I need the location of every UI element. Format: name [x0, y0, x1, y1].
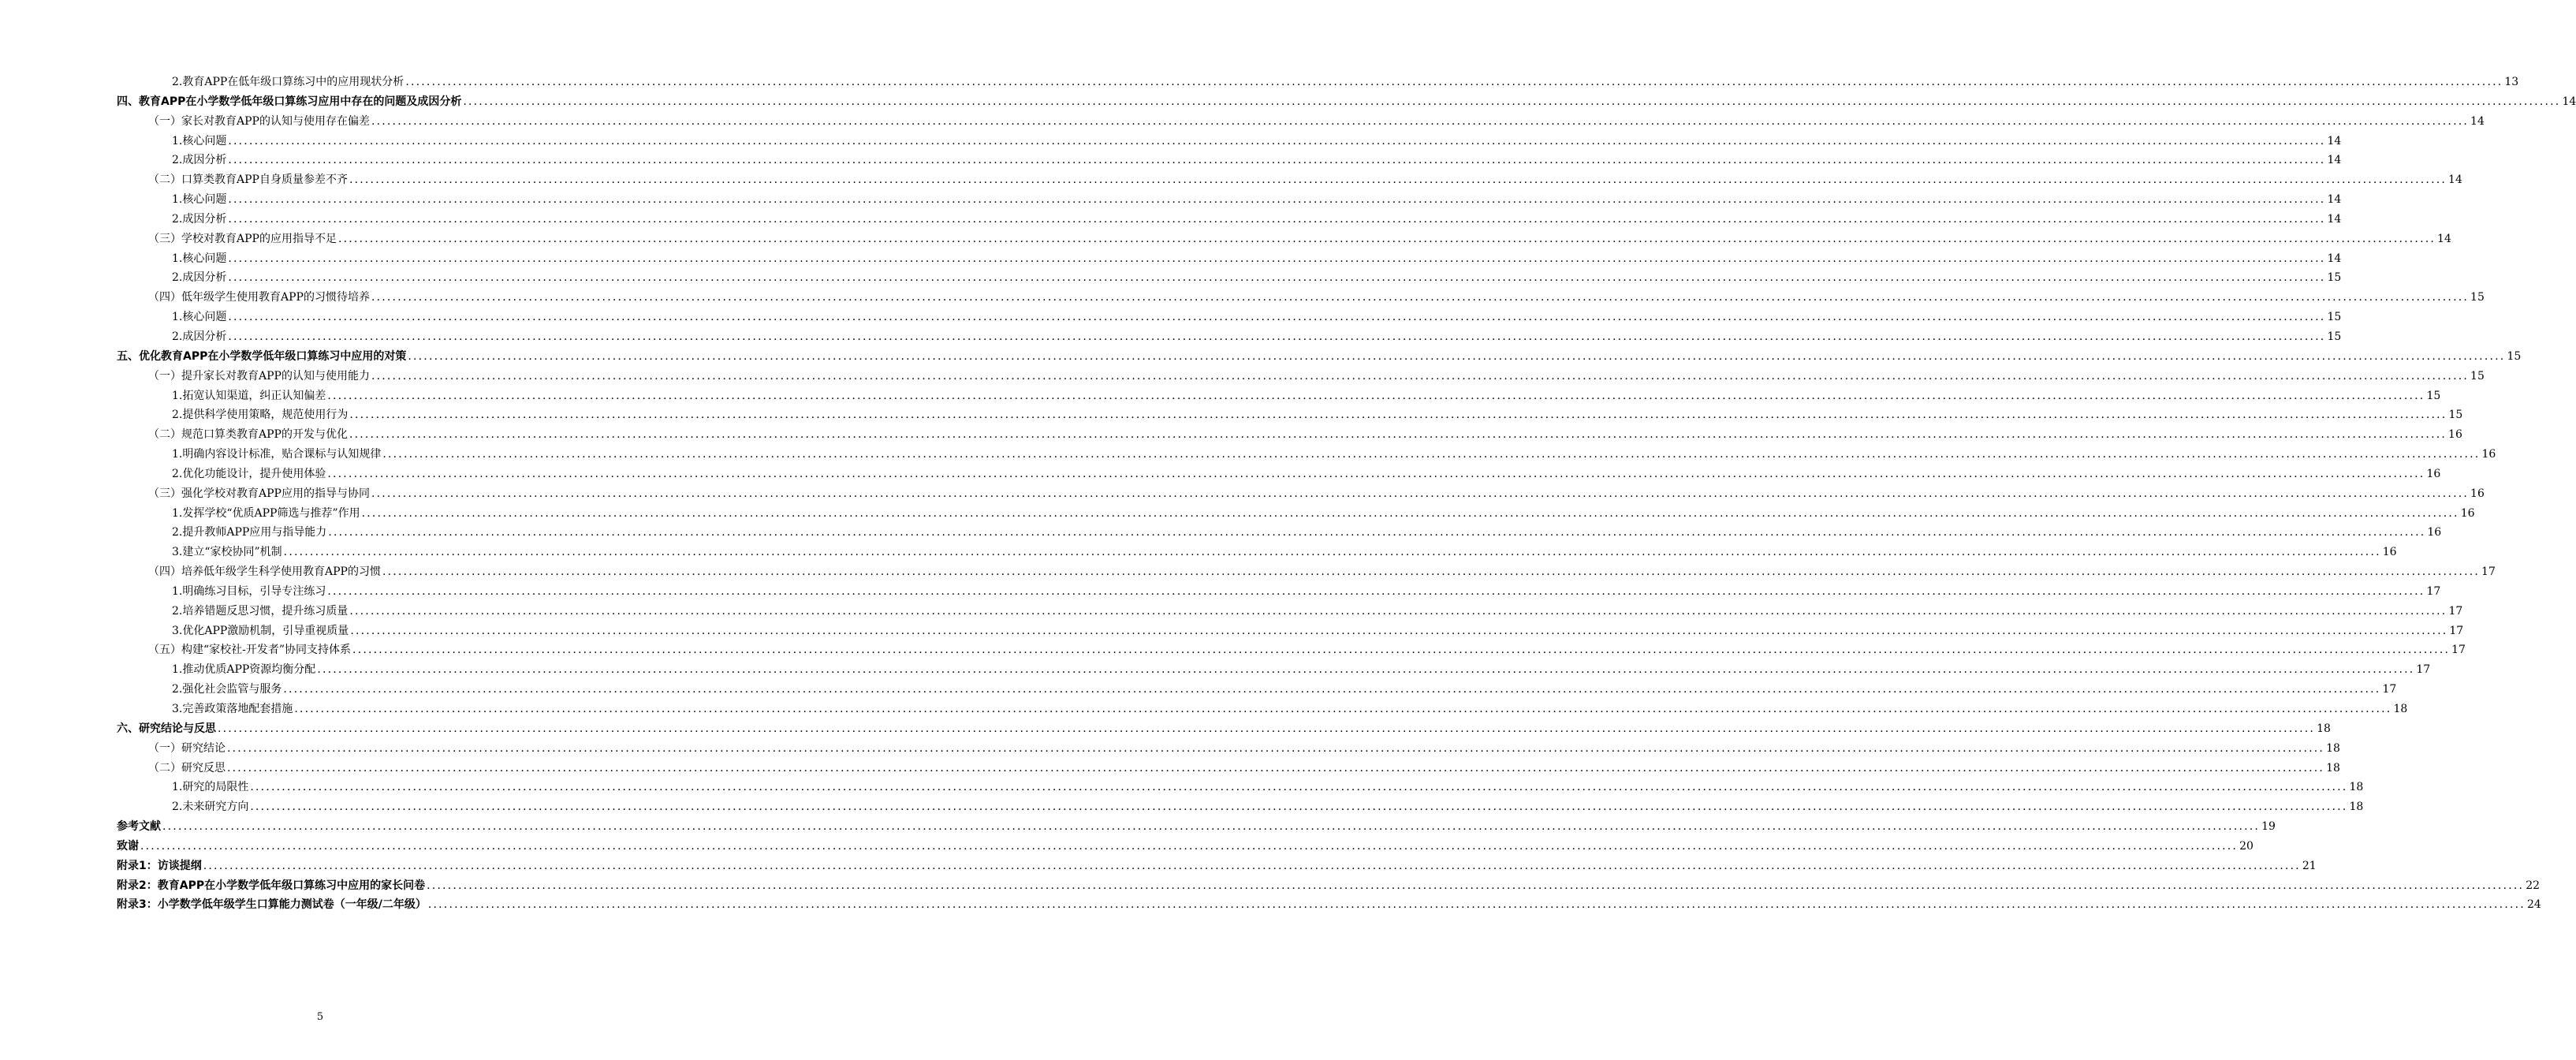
toc-entry-page: 15 [2426, 389, 2441, 402]
toc-entry-title: 五、优化教育APP在小学数学低年级口算练习中应用的对策 [117, 349, 407, 363]
toc-entry-page: 14 [2470, 114, 2485, 128]
toc-dot-leader: ................................................................................................................................................................................................................................................................................................................................................................................................................ [227, 761, 2325, 774]
toc-entry-title: 1.拓宽认知渠道，纠正认知偏差 [172, 389, 326, 402]
toc-entry-title: 2.成因分析 [172, 154, 227, 167]
toc-entry[interactable] [117, 445, 2496, 465]
toc-entry-title: （一）提升家长对教育APP的认知与使用能力 [148, 369, 370, 383]
toc-entry-title: 1.核心问题 [172, 311, 227, 324]
toc-entry-page: 20 [2239, 839, 2254, 853]
toc-entry[interactable] [117, 895, 2541, 915]
toc-entry[interactable] [117, 680, 2397, 700]
toc-entry[interactable] [117, 249, 2342, 269]
toc-entry-title: （三）学校对教育APP的应用指导不足 [148, 232, 337, 245]
toc-entry-page: 15 [2507, 349, 2522, 363]
toc-entry[interactable] [117, 112, 2485, 132]
toc-entry-page: 15 [2470, 369, 2485, 383]
toc-entry[interactable] [117, 640, 2466, 660]
toc-entry-title: 2.成因分析 [172, 212, 227, 226]
toc-entry-title: 2.强化社会监管与服务 [172, 683, 282, 696]
toc-entry-title: 附录2：教育APP在小学数学低年级口算练习中应用的家长问卷 [117, 879, 426, 892]
toc-dot-leader: ................................................................................................................................................................................................................................................................................................................................................................................................................ [228, 212, 2326, 226]
toc-entry-title: 六、研究结论与反思 [117, 722, 216, 735]
toc-dot-leader: ................................................................................................................................................................................................................................................................................................................................................................................................................ [227, 741, 2325, 755]
toc-entry-title: 3.建立“家校协同”机制 [172, 546, 282, 559]
toc-dot-leader: ................................................................................................................................................................................................................................................................................................................................................................................................................ [350, 624, 2448, 637]
toc-entry-page: 16 [2448, 428, 2462, 442]
toc-dot-leader: ................................................................................................................................................................................................................................................................................................................................................................................................................ [382, 448, 2481, 461]
toc-entry-page: 15 [2448, 409, 2463, 422]
toc-entry[interactable] [117, 621, 2464, 641]
toc-entry[interactable] [117, 759, 2340, 778]
toc-entry-page: 24 [2526, 898, 2541, 912]
toc-entry-page: 19 [2261, 820, 2276, 834]
toc-dot-leader: ................................................................................................................................................................................................................................................................................................................................................................................................................ [228, 154, 2326, 167]
toc-dot-leader: ................................................................................................................................................................................................................................................................................................................................................................................................................ [140, 839, 2239, 853]
toc-entry[interactable] [117, 543, 2397, 562]
toc-entry[interactable] [117, 504, 2475, 524]
toc-entry-title: 1.推动优质APP资源均衡分配 [172, 663, 316, 677]
toc-entry-page: 21 [2302, 859, 2317, 872]
toc-entry[interactable] [117, 484, 2485, 504]
toc-entry-title: 2.优化功能设计，提升使用体验 [172, 467, 326, 480]
toc-dot-leader: ................................................................................................................................................................................................................................................................................................................................................................................................................ [427, 898, 2526, 912]
toc-entry-title: 2.提升教师APP应用与指导能力 [172, 526, 327, 539]
toc-dot-leader: ................................................................................................................................................................................................................................................................................................................................................................................................................ [228, 252, 2326, 265]
toc-entry-title: 2.教育APP在低年级口算练习中的应用现状分析 [172, 76, 404, 88]
toc-entry-page: 17 [2416, 663, 2431, 677]
toc-dot-leader: ................................................................................................................................................................................................................................................................................................................................................................................................................ [371, 487, 2470, 500]
toc-entry-title: 2.未来研究方向 [172, 801, 249, 814]
toc-entry-page: 18 [2326, 741, 2340, 755]
toc-entry-page: 18 [2349, 801, 2364, 814]
toc-dot-leader: ................................................................................................................................................................................................................................................................................................................................................................................................................ [162, 820, 2261, 834]
toc-entry-title: （四）低年级学生使用教育APP的习惯待培养 [148, 291, 370, 304]
toc-dot-leader: ................................................................................................................................................................................................................................................................................................................................................................................................................ [250, 781, 2348, 794]
toc-dot-leader: ................................................................................................................................................................................................................................................................................................................................................................................................................ [328, 526, 2426, 539]
toc-entry[interactable] [117, 602, 2463, 621]
toc-entry-page: 22 [2526, 879, 2541, 892]
toc-entry-title: 1.明确练习目标，引导专注练习 [172, 584, 326, 598]
toc-entry[interactable] [117, 876, 2541, 896]
toc-entry[interactable] [117, 465, 2441, 484]
toc-entry[interactable] [117, 837, 2254, 857]
toc-entry-title: 致谢 [117, 839, 139, 853]
toc-entry[interactable] [117, 797, 2364, 817]
toc-entry-title: 2.提供科学使用策略，规范使用行为 [172, 409, 349, 422]
toc-entry-title: （三）强化学校对教育APP应用的指导与协同 [148, 487, 370, 500]
toc-entry-page: 18 [2349, 781, 2364, 794]
toc-entry[interactable] [117, 386, 2441, 406]
toc-entry-title: 参考文献 [117, 820, 161, 834]
toc-entry[interactable] [117, 190, 2342, 210]
toc-entry-title: 2.成因分析 [172, 330, 227, 343]
toc-dot-leader: ................................................................................................................................................................................................................................................................................................................................................................................................................ [371, 291, 2470, 304]
toc-dot-leader: ................................................................................................................................................................................................................................................................................................................................................................................................................ [337, 232, 2436, 245]
toc-entry-title: （二）研究反思 [148, 761, 226, 774]
toc-entry[interactable] [117, 778, 2364, 797]
toc-dot-leader: ................................................................................................................................................................................................................................................................................................................................................................................................................ [228, 311, 2326, 324]
page-number: 5 [316, 1011, 324, 1023]
toc-dot-leader: ................................................................................................................................................................................................................................................................................................................................................................................................................ [327, 467, 2425, 480]
toc-entry-page: 18 [2393, 703, 2408, 715]
toc-entry[interactable] [117, 347, 2522, 367]
toc-entry-title: 3.优化APP激励机制，引导重视质量 [172, 624, 349, 637]
toc-dot-leader: ................................................................................................................................................................................................................................................................................................................................................................................................................ [283, 546, 2381, 559]
toc-entry-title: 1.发挥学校“优质APP筛选与推荐”作用 [172, 506, 360, 520]
toc-entry-page: 14 [2327, 134, 2342, 147]
toc-entry-title: 附录1：访谈提纲 [117, 859, 202, 872]
toc-entry-page: 14 [2327, 193, 2342, 207]
toc-dot-leader: ................................................................................................................................................................................................................................................................................................................................................................................................................ [317, 663, 2415, 677]
toc-entry-title: （一）家长对教育APP的认知与使用存在偏差 [148, 114, 370, 128]
toc-entry[interactable] [117, 367, 2485, 386]
toc-dot-leader: ................................................................................................................................................................................................................................................................................................................................................................................................................ [250, 801, 2348, 814]
toc-entry-page: 17 [2382, 683, 2397, 696]
toc-entry-page: 17 [2449, 624, 2464, 637]
toc-dot-leader: ................................................................................................................................................................................................................................................................................................................................................................................................................ [371, 369, 2470, 383]
toc-entry-page: 18 [2317, 722, 2331, 735]
toc-entry-page: 14 [2327, 154, 2342, 167]
table-of-contents [117, 73, 2576, 915]
toc-dot-leader: ................................................................................................................................................................................................................................................................................................................................................................................................................ [361, 506, 2459, 520]
toc-entry-page: 14 [2562, 95, 2576, 108]
toc-entry-page: 17 [2426, 584, 2441, 598]
toc-entry-title: 四、教育APP在小学数学低年级口算练习应用中存在的问题及成因分析 [117, 95, 462, 108]
toc-dot-leader: ................................................................................................................................................................................................................................................................................................................................................................................................................ [228, 193, 2326, 207]
toc-entry-page: 14 [2327, 252, 2342, 265]
toc-entry[interactable] [117, 288, 2485, 308]
toc-entry-page: 15 [2327, 311, 2342, 324]
toc-entry-title: 3.完善政策落地配套措施 [172, 703, 293, 715]
toc-entry-page: 17 [2448, 604, 2463, 618]
toc-entry-page: 16 [2382, 546, 2397, 559]
toc-entry-title: （一）研究结论 [148, 741, 226, 755]
toc-dot-leader: ................................................................................................................................................................................................................................................................................................................................................................................................................ [405, 76, 2503, 88]
toc-entry-page: 14 [2448, 174, 2462, 187]
toc-entry[interactable] [117, 719, 2331, 739]
toc-entry[interactable] [117, 308, 2342, 327]
toc-entry[interactable] [117, 425, 2462, 445]
toc-entry-page: 16 [2460, 506, 2475, 520]
toc-entry-page: 16 [2426, 467, 2441, 480]
toc-entry[interactable] [117, 405, 2463, 425]
toc-dot-leader: ................................................................................................................................................................................................................................................................................................................................................................................................................ [203, 859, 2301, 872]
toc-entry-page: 15 [2470, 291, 2485, 304]
toc-entry-title: （四）培养低年级学生科学使用教育APP的习惯 [148, 565, 381, 579]
toc-entry[interactable] [117, 73, 2519, 92]
toc-entry[interactable] [117, 327, 2342, 347]
toc-entry[interactable] [117, 132, 2342, 151]
toc-dot-leader: ................................................................................................................................................................................................................................................................................................................................................................................................................ [427, 879, 2525, 892]
toc-entry-title: （二）口算类教育APP自身质量参差不齐 [148, 174, 348, 187]
toc-entry[interactable] [117, 582, 2441, 602]
toc-entry-page: 14 [2437, 232, 2451, 245]
toc-entry-page: 15 [2327, 271, 2342, 285]
toc-dot-leader: ................................................................................................................................................................................................................................................................................................................................................................................................................ [294, 703, 2392, 715]
toc-entry[interactable] [117, 562, 2496, 582]
toc-entry[interactable] [117, 857, 2317, 876]
toc-dot-leader: ................................................................................................................................................................................................................................................................................................................................................................................................................ [228, 271, 2326, 285]
toc-dot-leader: ................................................................................................................................................................................................................................................................................................................................................................................................................ [349, 428, 2447, 442]
toc-entry[interactable] [117, 230, 2451, 249]
toc-dot-leader: ................................................................................................................................................................................................................................................................................................................................................................................................................ [228, 134, 2326, 147]
toc-entry-page: 16 [2470, 487, 2485, 500]
toc-dot-leader: ................................................................................................................................................................................................................................................................................................................................................................................................................ [349, 604, 2447, 618]
toc-entry-page: 16 [2481, 448, 2496, 461]
toc-entry-page: 15 [2327, 330, 2342, 343]
toc-dot-leader: ................................................................................................................................................................................................................................................................................................................................................................................................................ [371, 114, 2470, 128]
toc-dot-leader: ................................................................................................................................................................................................................................................................................................................................................................................................................ [349, 174, 2447, 187]
toc-dot-leader: ................................................................................................................................................................................................................................................................................................................................................................................................................ [382, 565, 2481, 579]
toc-dot-leader: ................................................................................................................................................................................................................................................................................................................................................................................................................ [283, 683, 2381, 696]
toc-entry[interactable] [117, 523, 2442, 543]
toc-dot-leader: ................................................................................................................................................................................................................................................................................................................................................................................................................ [228, 330, 2326, 343]
toc-entry-title: 1.研究的局限性 [172, 781, 249, 794]
toc-entry[interactable] [117, 92, 2576, 112]
toc-entry[interactable] [117, 700, 2408, 719]
toc-entry-title: 1.核心问题 [172, 252, 227, 265]
toc-entry-title: 1.核心问题 [172, 193, 227, 207]
toc-entry-page: 18 [2326, 761, 2340, 774]
toc-entry-page: 14 [2327, 212, 2342, 226]
toc-entry-title: 1.明确内容设计标准，贴合课标与认知规律 [172, 448, 382, 461]
toc-dot-leader: ................................................................................................................................................................................................................................................................................................................................................................................................................ [408, 349, 2506, 363]
toc-entry-page: 17 [2481, 565, 2496, 579]
toc-entry-title: 2.成因分析 [172, 271, 227, 285]
toc-entry[interactable] [117, 268, 2342, 288]
toc-entry-page: 17 [2451, 644, 2466, 657]
toc-entry-title: （五）构建“家校社-开发者”协同支持体系 [148, 644, 352, 657]
toc-entry-page: 16 [2427, 526, 2442, 539]
toc-entry[interactable] [117, 817, 2276, 837]
toc-dot-leader: ................................................................................................................................................................................................................................................................................................................................................................................................................ [327, 584, 2425, 598]
toc-entry[interactable] [117, 151, 2342, 170]
toc-dot-leader: ................................................................................................................................................................................................................................................................................................................................................................................................................ [218, 722, 2316, 735]
toc-dot-leader: ................................................................................................................................................................................................................................................................................................................................................................................................................ [463, 95, 2561, 108]
toc-dot-leader: ................................................................................................................................................................................................................................................................................................................................................................................................................ [349, 409, 2447, 422]
toc-entry[interactable] [117, 170, 2462, 190]
toc-entry-title: 2.培养错题反思习惯，提升练习质量 [172, 604, 349, 618]
toc-dot-leader: ................................................................................................................................................................................................................................................................................................................................................................................................................ [327, 389, 2425, 402]
toc-entry-title: （二）规范口算类教育APP的开发与优化 [148, 428, 348, 442]
toc-entry[interactable] [117, 739, 2340, 759]
toc-entry-title: 1.核心问题 [172, 134, 227, 147]
toc-entry[interactable] [117, 210, 2342, 230]
toc-dot-leader: ................................................................................................................................................................................................................................................................................................................................................................................................................ [352, 644, 2451, 657]
toc-entry[interactable] [117, 660, 2431, 680]
toc-entry-page: 13 [2504, 76, 2519, 88]
toc-entry-title: 附录3：小学数学低年级学生口算能力测试卷（一年级/二年级） [117, 898, 427, 912]
